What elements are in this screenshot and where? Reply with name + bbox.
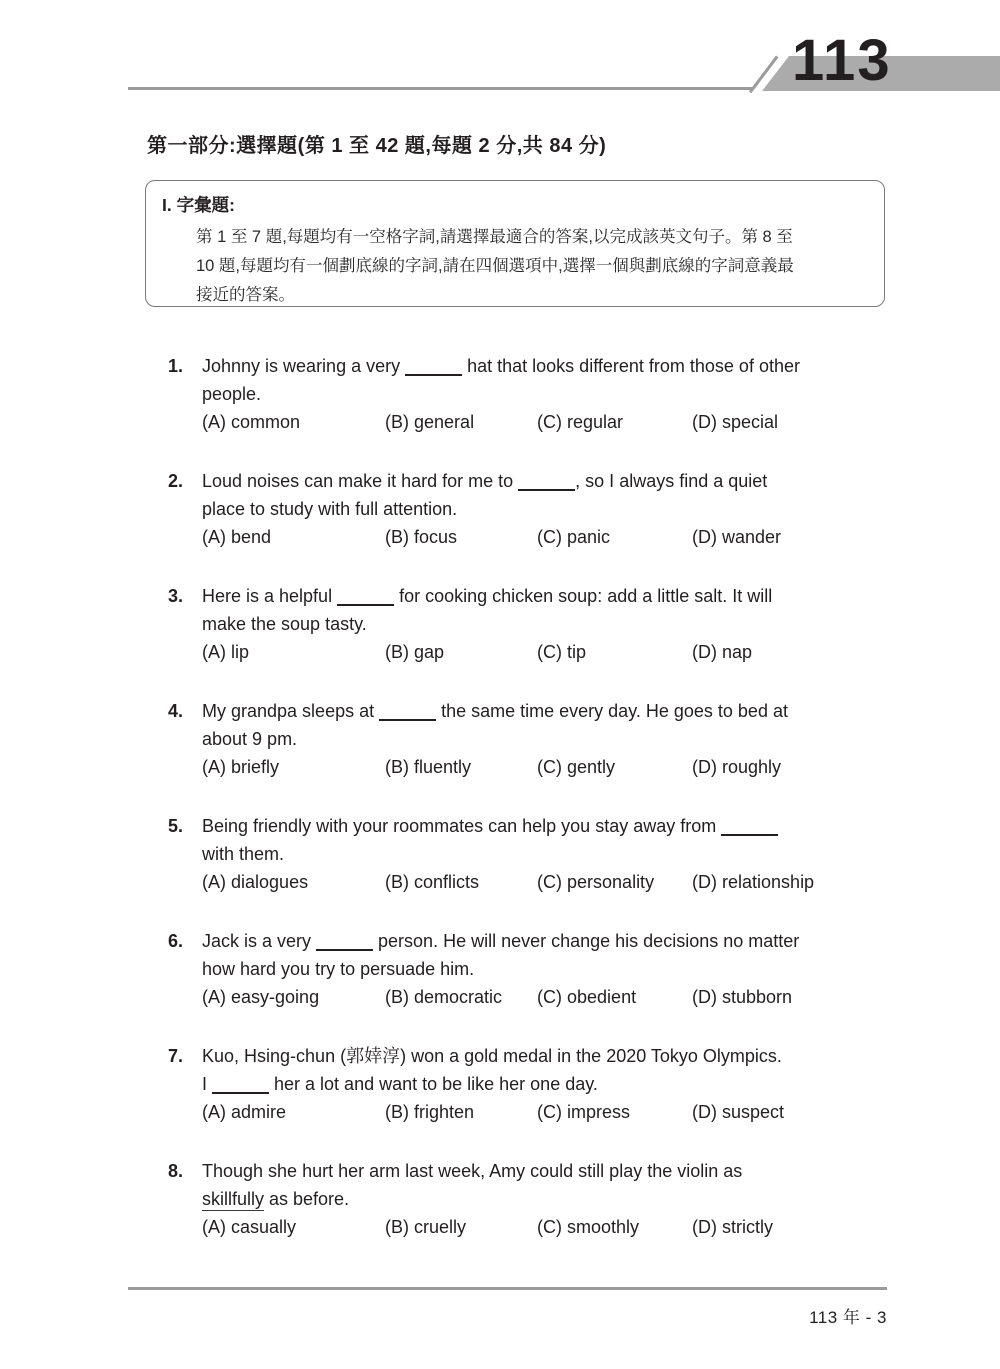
question-stem-line bbox=[202, 725, 884, 753]
footer-rule bbox=[128, 1287, 887, 1290]
question-stem-line bbox=[202, 955, 884, 983]
option-text: suspect bbox=[722, 1102, 785, 1122]
option-c bbox=[537, 983, 692, 1011]
option-text: strictly bbox=[722, 1217, 774, 1237]
option-text: regular bbox=[567, 412, 624, 432]
question-body bbox=[202, 812, 884, 896]
option-text: nap bbox=[722, 642, 753, 662]
question bbox=[168, 697, 884, 781]
question-stem-line bbox=[202, 840, 884, 868]
option-text: special bbox=[722, 412, 779, 432]
stem-text: Though she hurt her arm last week, Amy could still play the violin as bbox=[202, 1161, 743, 1181]
question bbox=[168, 1042, 884, 1126]
question-stem-line bbox=[202, 927, 884, 955]
option-label: (B) bbox=[385, 412, 409, 432]
option-label: (D) bbox=[692, 757, 717, 777]
option-a bbox=[202, 1213, 385, 1241]
question-stem-line bbox=[202, 495, 884, 523]
stem-text: the same time every day. He goes to bed at bbox=[436, 701, 788, 721]
stem-text: people. bbox=[202, 384, 262, 404]
option-label: (B) bbox=[385, 1217, 409, 1237]
option-text: democratic bbox=[414, 987, 503, 1007]
question-body bbox=[202, 467, 884, 551]
option-label: (D) bbox=[692, 412, 717, 432]
option-text: relationship bbox=[722, 872, 815, 892]
option-text: personality bbox=[567, 872, 655, 892]
question-list bbox=[168, 352, 884, 1272]
instruction-box bbox=[145, 180, 885, 307]
question-stem-line bbox=[202, 697, 884, 725]
option-c bbox=[537, 868, 692, 896]
options-row bbox=[202, 638, 884, 666]
option-text: conflicts bbox=[414, 872, 480, 892]
option-label: (C) bbox=[537, 757, 562, 777]
option-d bbox=[692, 638, 884, 666]
option-text: briefly bbox=[231, 757, 280, 777]
option-a bbox=[202, 753, 385, 781]
option-label: (C) bbox=[537, 987, 562, 1007]
question-body bbox=[202, 352, 884, 436]
answer-blank bbox=[405, 360, 462, 376]
instructions-line: 10 題,每題均有一個劃底線的字詞,請在四個選項中,選擇一個與劃底線的字詞意義最 bbox=[196, 257, 794, 275]
option-label: (D) bbox=[692, 1102, 717, 1122]
question-stem-line bbox=[202, 1042, 884, 1070]
option-a bbox=[202, 638, 385, 666]
option-label: (D) bbox=[692, 642, 717, 662]
option-label: (A) bbox=[202, 642, 226, 662]
answer-blank bbox=[316, 935, 373, 951]
stem-text: Jack is a very bbox=[202, 931, 317, 951]
answer-blank bbox=[379, 705, 436, 721]
header-year-badge: 113 bbox=[792, 28, 892, 93]
option-text: roughly bbox=[722, 757, 782, 777]
question bbox=[168, 1157, 884, 1241]
options-row bbox=[202, 983, 884, 1011]
question bbox=[168, 467, 884, 551]
option-label: (C) bbox=[537, 1217, 562, 1237]
question-stem-line bbox=[202, 467, 884, 495]
option-a bbox=[202, 868, 385, 896]
instructions-line: 第 1 至 7 題,每題均有一空格字詞,請選擇最適合的答案,以完成該英文句子。第 8 至 bbox=[196, 228, 793, 246]
option-text: smoothly bbox=[567, 1217, 640, 1237]
option-label: (A) bbox=[202, 1217, 226, 1237]
option-text: panic bbox=[567, 527, 611, 547]
options-row bbox=[202, 1213, 884, 1241]
option-label: (C) bbox=[537, 412, 562, 432]
option-a bbox=[202, 408, 385, 436]
option-label: (B) bbox=[385, 987, 409, 1007]
option-label: (B) bbox=[385, 527, 409, 547]
options-row bbox=[202, 1098, 884, 1126]
answer-blank bbox=[212, 1078, 269, 1094]
stem-text: about 9 pm. bbox=[202, 729, 298, 749]
option-text: tip bbox=[567, 642, 587, 662]
option-c bbox=[537, 408, 692, 436]
question-stem-line bbox=[202, 380, 884, 408]
option-b bbox=[385, 1213, 537, 1241]
option-b bbox=[385, 523, 537, 551]
stem-text: , so I always find a quiet bbox=[575, 471, 768, 491]
answer-blank bbox=[721, 820, 778, 836]
option-label: (C) bbox=[537, 872, 562, 892]
question-number: 1. bbox=[168, 356, 184, 376]
option-label: (A) bbox=[202, 412, 226, 432]
option-b bbox=[385, 408, 537, 436]
stem-text: Johnny is wearing a very bbox=[202, 356, 406, 376]
header-rule bbox=[128, 87, 752, 90]
options-row bbox=[202, 753, 884, 781]
instructions-body bbox=[196, 223, 870, 310]
option-label: (C) bbox=[537, 642, 562, 662]
stem-text: how hard you try to persuade him. bbox=[202, 959, 475, 979]
question-stem-line bbox=[202, 610, 884, 638]
option-text: casually bbox=[231, 1217, 297, 1237]
option-text: cruelly bbox=[414, 1217, 467, 1237]
section-title: 第一部分:選擇題(第 1 至 42 題,每題 2 分,共 84 分) bbox=[147, 135, 607, 157]
instructions-heading: I. 字彙題: bbox=[162, 195, 235, 215]
option-label: (B) bbox=[385, 642, 409, 662]
option-text: bend bbox=[231, 527, 272, 547]
question bbox=[168, 812, 884, 896]
question bbox=[168, 582, 884, 666]
option-label: (A) bbox=[202, 872, 226, 892]
option-label: (C) bbox=[537, 1102, 562, 1122]
stem-text: Kuo, Hsing-chun (郭婞淳) won a gold medal in the 2020 Tokyo Olympics. bbox=[202, 1046, 782, 1066]
instructions-line: 接近的答案。 bbox=[196, 286, 295, 304]
question-stem-line bbox=[202, 812, 884, 840]
option-b bbox=[385, 1098, 537, 1126]
option-text: fluently bbox=[414, 757, 472, 777]
option-d bbox=[692, 1213, 884, 1241]
question-body bbox=[202, 1042, 884, 1126]
question-stem-line bbox=[202, 352, 884, 380]
question-number: 6. bbox=[168, 931, 184, 951]
stem-text: My grandpa sleeps at bbox=[202, 701, 380, 721]
option-label: (B) bbox=[385, 872, 409, 892]
option-label: (A) bbox=[202, 987, 226, 1007]
stem-text: Here is a helpful bbox=[202, 586, 338, 606]
question-number: 2. bbox=[168, 471, 184, 491]
option-d bbox=[692, 408, 884, 436]
stem-text: person. He will never change his decisions no matter bbox=[373, 931, 800, 951]
stem-text: Loud noises can make it hard for me to bbox=[202, 471, 519, 491]
stem-text: make the soup tasty. bbox=[202, 614, 367, 634]
option-c bbox=[537, 1213, 692, 1241]
stem-text: for cooking chicken soup: add a little salt. It will bbox=[394, 586, 773, 606]
option-text: gently bbox=[567, 757, 616, 777]
options-row bbox=[202, 408, 884, 436]
option-d bbox=[692, 983, 884, 1011]
option-a bbox=[202, 983, 385, 1011]
option-text: focus bbox=[414, 527, 458, 547]
option-text: general bbox=[414, 412, 475, 432]
stem-text: as before. bbox=[264, 1189, 350, 1209]
option-text: dialogues bbox=[231, 872, 309, 892]
option-label: (A) bbox=[202, 1102, 226, 1122]
option-d bbox=[692, 1098, 884, 1126]
option-b bbox=[385, 638, 537, 666]
stem-text: place to study with full attention. bbox=[202, 499, 458, 519]
options-row bbox=[202, 868, 884, 896]
option-b bbox=[385, 983, 537, 1011]
stem-text: with them. bbox=[202, 844, 285, 864]
question-body bbox=[202, 927, 884, 1011]
stem-text: I bbox=[202, 1074, 213, 1094]
option-b bbox=[385, 868, 537, 896]
question-body bbox=[202, 1157, 884, 1241]
underlined-word: skillfully bbox=[202, 1189, 265, 1209]
option-text: wander bbox=[722, 527, 782, 547]
option-d bbox=[692, 868, 884, 896]
option-text: frighten bbox=[414, 1102, 475, 1122]
option-c bbox=[537, 638, 692, 666]
option-text: impress bbox=[567, 1102, 631, 1122]
question-stem-line bbox=[202, 1157, 884, 1185]
option-d bbox=[692, 523, 884, 551]
question-number: 3. bbox=[168, 586, 184, 606]
question bbox=[168, 352, 884, 436]
option-label: (D) bbox=[692, 872, 717, 892]
option-text: stubborn bbox=[722, 987, 793, 1007]
stem-text: Being friendly with your roommates can help you stay away from bbox=[202, 816, 722, 836]
footer-page-number: 113 年 - 3 bbox=[809, 1308, 887, 1327]
option-b bbox=[385, 753, 537, 781]
option-label: (D) bbox=[692, 987, 717, 1007]
option-c bbox=[537, 1098, 692, 1126]
option-text: gap bbox=[414, 642, 445, 662]
option-a bbox=[202, 1098, 385, 1126]
answer-blank bbox=[518, 475, 575, 491]
question-number: 8. bbox=[168, 1161, 184, 1181]
option-label: (B) bbox=[385, 1102, 409, 1122]
option-label: (A) bbox=[202, 757, 226, 777]
question bbox=[168, 927, 884, 1011]
option-text: common bbox=[231, 412, 301, 432]
question-stem-line bbox=[202, 582, 884, 610]
option-d bbox=[692, 753, 884, 781]
option-label: (B) bbox=[385, 757, 409, 777]
option-c bbox=[537, 753, 692, 781]
option-text: admire bbox=[231, 1102, 287, 1122]
option-a bbox=[202, 523, 385, 551]
option-label: (D) bbox=[692, 1217, 717, 1237]
question-number: 7. bbox=[168, 1046, 184, 1066]
option-label: (C) bbox=[537, 527, 562, 547]
question-body bbox=[202, 582, 884, 666]
options-row bbox=[202, 523, 884, 551]
stem-text: her a lot and want to be like her one day. bbox=[269, 1074, 598, 1094]
answer-blank bbox=[337, 590, 394, 606]
question-body bbox=[202, 697, 884, 781]
stem-text: hat that looks different from those of other bbox=[462, 356, 800, 376]
question-stem-line bbox=[202, 1185, 884, 1213]
option-c bbox=[537, 523, 692, 551]
option-label: (A) bbox=[202, 527, 226, 547]
option-text: lip bbox=[231, 642, 250, 662]
question-number: 4. bbox=[168, 701, 184, 721]
option-text: obedient bbox=[567, 987, 637, 1007]
question-stem-line bbox=[202, 1070, 884, 1098]
question-number: 5. bbox=[168, 816, 184, 836]
option-label: (D) bbox=[692, 527, 717, 547]
option-text: easy-going bbox=[231, 987, 320, 1007]
